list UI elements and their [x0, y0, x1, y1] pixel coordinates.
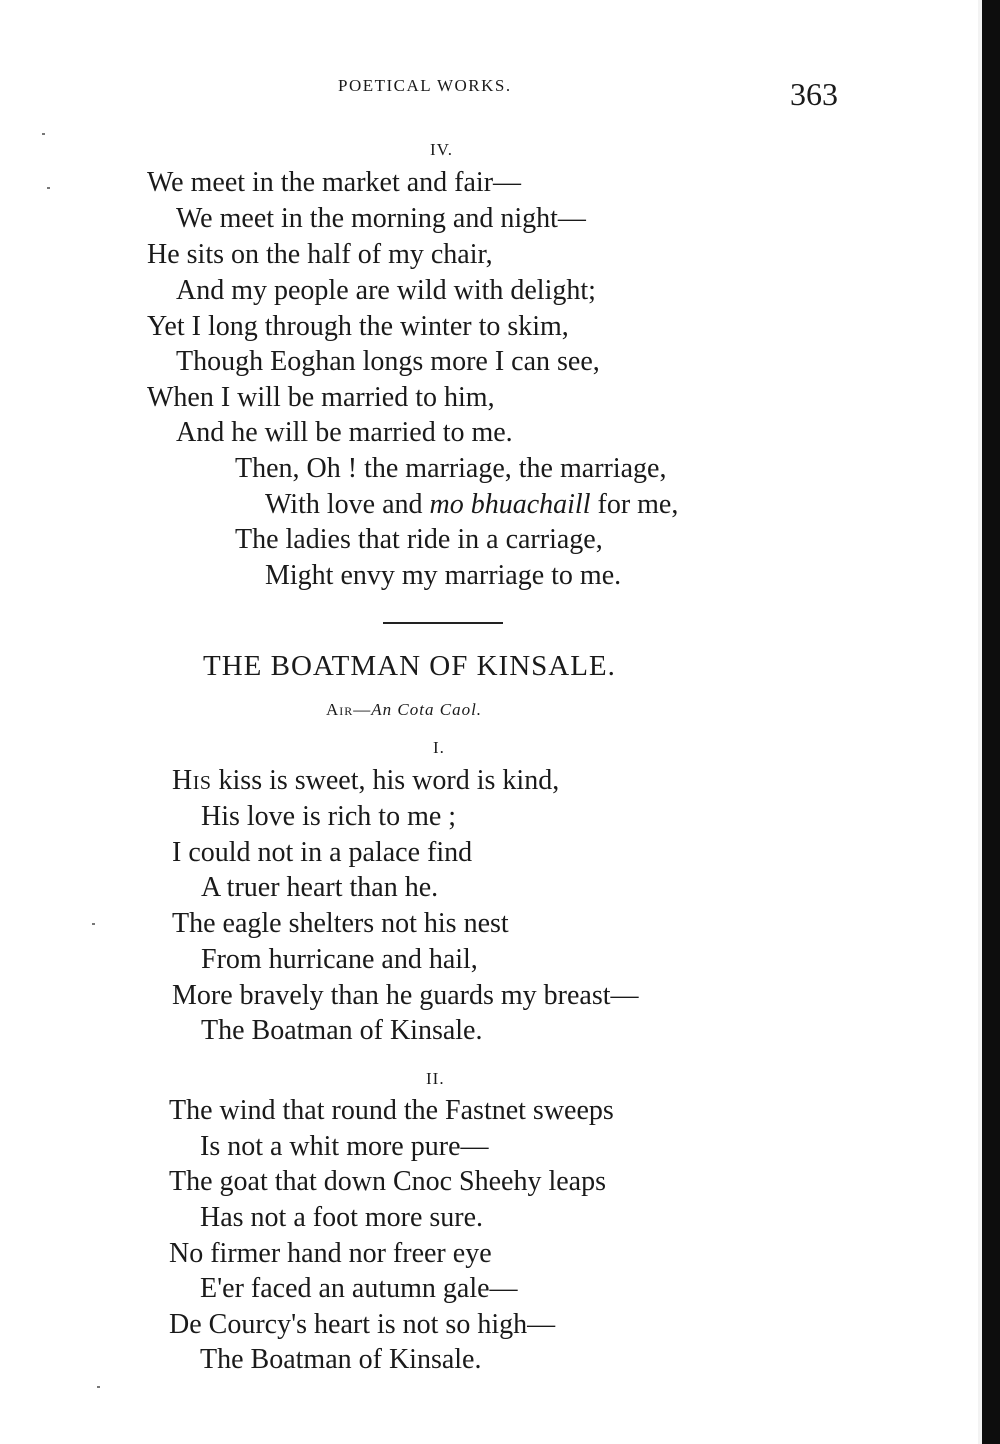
verse-line: Yet I long through the winter to skim,: [147, 311, 569, 342]
refrain-line: [265, 488, 678, 522]
verse-line: The eagle shelters not his nest: [172, 908, 509, 939]
page-header: [0, 76, 1000, 112]
stanza-number: I.: [433, 738, 445, 757]
scan-speck: [92, 923, 95, 925]
verse-line: When I will be married to him,: [147, 382, 495, 413]
air-label: Air—: [326, 700, 372, 719]
verse-line: More bravely than he guards my breast—: [172, 980, 639, 1011]
verse-line: De Courcy's heart is not so high—: [169, 1309, 556, 1340]
refrain-line: Might envy my marriage to me.: [265, 560, 622, 591]
verse-line: Has not a foot more sure.: [200, 1202, 484, 1233]
poem-title: THE BOATMAN OF KINSALE.: [203, 650, 616, 682]
running-head: POETICAL WORKS.: [338, 76, 512, 95]
air-line: [326, 700, 482, 720]
verse-line: The Boatman of Kinsale.: [200, 1344, 482, 1375]
page-number: 363: [790, 76, 838, 112]
verse-line: [172, 764, 559, 798]
stanza-number: II.: [426, 1069, 445, 1088]
verse-line: A truer heart than he.: [201, 872, 439, 903]
verse-line: I could not in a palace find: [172, 837, 473, 868]
section-divider: [383, 622, 503, 624]
verse-line: His love is rich to me ;: [201, 801, 457, 832]
stanza-number: IV.: [430, 140, 453, 159]
verse-line: We meet in the morning and night—: [176, 203, 586, 234]
verse-line: Is not a whit more pure—: [200, 1131, 489, 1162]
first-word: His: [172, 765, 212, 796]
verse-line: And he will be married to me.: [176, 417, 513, 448]
verse-line: We meet in the market and fair—: [147, 167, 522, 198]
verse-line: From hurricane and hail,: [201, 944, 478, 975]
verse-line: The wind that round the Fastnet sweeps: [169, 1095, 614, 1126]
scan-speck: [47, 187, 50, 189]
scan-speck: [97, 1386, 100, 1388]
verse-line: The Boatman of Kinsale.: [201, 1015, 483, 1046]
verse-line: E'er faced an autumn gale—: [200, 1273, 518, 1304]
refrain-line: Then, Oh ! the marriage, the marriage,: [235, 453, 667, 484]
verse-line: No firmer hand nor freer eye: [169, 1238, 492, 1269]
verse-line: Though Eoghan longs more I can see,: [176, 346, 600, 377]
scan-edge-border: [982, 0, 1000, 1444]
air-tune: An Cota Caol.: [371, 700, 483, 719]
refrain-line: The ladies that ride in a carriage,: [235, 524, 603, 555]
refrain-text: for me,: [590, 489, 679, 520]
gaelic-phrase: mo bhuachaill: [429, 489, 591, 520]
verse-line: The goat that down Cnoc Sheehy leaps: [169, 1166, 607, 1197]
verse-line: And my people are wild with delight;: [176, 275, 596, 306]
scan-speck: [42, 133, 45, 135]
refrain-text: With love and: [265, 489, 430, 520]
verse-text: kiss is sweet, his word is kind,: [211, 765, 560, 796]
verse-line: He sits on the half of my chair,: [147, 239, 493, 270]
